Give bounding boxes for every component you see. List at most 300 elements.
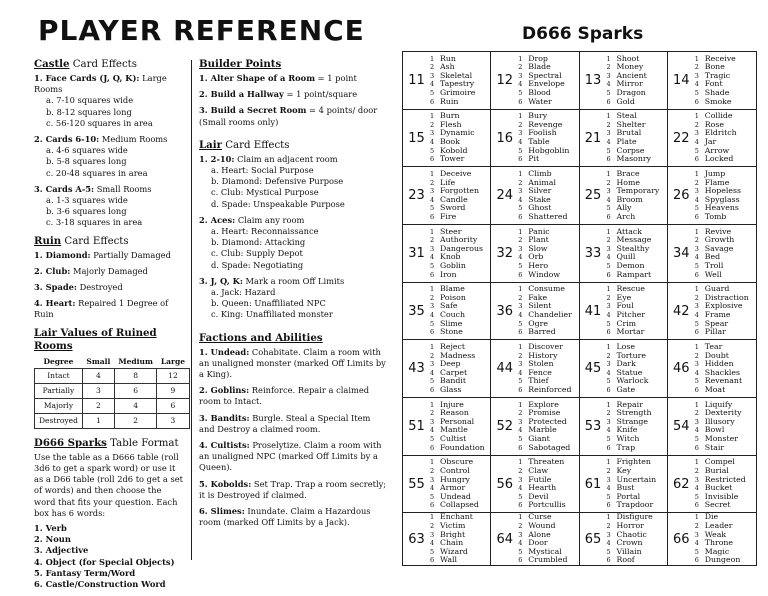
spark-cell-number: 46 — [672, 361, 690, 377]
lair-subitem: b. Queen: Unaffiliated NPC — [211, 298, 326, 309]
spark-word: 3 Futile — [518, 474, 552, 484]
spark-word-list — [518, 513, 567, 565]
spark-cell-number: 34 — [672, 245, 690, 261]
spark-cell — [491, 110, 579, 168]
spark-word: 2 Flame — [694, 177, 730, 187]
spark-word: 3 Silent — [518, 301, 552, 311]
spark-word-list — [430, 228, 483, 280]
spark-word: 1 Curse — [518, 512, 552, 522]
spark-word: 1 Explore — [518, 399, 559, 409]
spark-word-list — [518, 343, 571, 395]
spark-word: 2 Fake — [518, 292, 548, 302]
spark-word: 4 Couch — [430, 310, 466, 320]
spark-word: 5 Bandit — [430, 376, 467, 386]
builder-item: 1. Alter Shape of a Room = 1 point — [199, 73, 357, 83]
spark-word: 2 Bone — [694, 62, 725, 72]
castle-item: 2. Cards 6-10: Medium Rooms a. 4-6 squares wide b. 5-8 squares long c. 20-48 squares in area — [34, 134, 184, 179]
spark-word: 4 Carpet — [430, 367, 468, 377]
spark-cell — [403, 110, 491, 168]
spark-word: 6 Tomb — [694, 211, 727, 221]
spark-word: 5 Wizard — [430, 546, 468, 556]
spark-word: 1 Rescue — [606, 284, 645, 294]
spark-word: 3 Hungry — [430, 474, 470, 484]
lair-effects-list — [199, 154, 387, 321]
spark-word: 1 Blame — [430, 284, 465, 294]
spark-word: 1 Die — [694, 512, 719, 522]
faction-item: 6. Slimes: Inundate. Claim a Hazardous room (marked Off Limits by a Jack). — [199, 506, 371, 528]
spark-word: 1 Climb — [518, 168, 552, 178]
spark-word: 6 Wall — [430, 555, 457, 565]
spark-cell — [491, 225, 579, 283]
spark-word-list — [607, 170, 660, 222]
spark-word: 1 Panic — [518, 226, 550, 236]
spark-word: 3 Foul — [606, 301, 634, 311]
spark-word-list — [518, 112, 569, 164]
spark-word: 2 Plant — [518, 235, 549, 245]
spark-cell-number: 42 — [672, 303, 690, 319]
spark-cell — [491, 340, 579, 398]
spark-cell — [491, 456, 579, 514]
spark-word: 5 Witch — [606, 434, 640, 443]
sparks-format-list — [34, 523, 184, 590]
spark-word: 4 Envelope — [518, 79, 565, 89]
spark-word-list — [430, 285, 466, 337]
ruin-heading: Ruin Card Effects — [34, 234, 129, 247]
spark-word: 2 Claw — [518, 465, 549, 475]
spark-word: 4 Orb — [518, 252, 544, 262]
spark-word: 5 Monster — [694, 434, 738, 443]
spark-word: 4 Knob — [430, 252, 461, 262]
spark-word: 4 Book — [430, 137, 460, 147]
castle-subitem: c. 56-120 squares in area — [46, 117, 153, 128]
spark-word: 5 Troll — [694, 260, 724, 270]
spark-word: 2 Key — [606, 465, 632, 475]
ruin-item: 1. Diamond: Partially Damaged — [34, 249, 171, 260]
spark-word: 6 Trapdoor — [606, 500, 654, 510]
spark-cell — [580, 52, 668, 110]
spark-cell — [491, 513, 579, 565]
spark-word-list — [430, 513, 473, 565]
sparks-table — [402, 51, 757, 566]
builder-heading: Builder Points — [199, 58, 282, 70]
spark-cell-number: 55 — [408, 476, 425, 492]
spark-cell — [403, 283, 491, 341]
spark-cell-number: 64 — [496, 531, 514, 547]
spark-cell — [491, 167, 579, 225]
spark-word: 2 Growth — [694, 235, 735, 245]
castle-subitem: a. 1-3 squares wide — [46, 195, 128, 206]
spark-word: 4 Bed — [694, 252, 721, 262]
spark-cell-number: 65 — [584, 531, 602, 547]
spark-word: 4 Crown — [606, 538, 643, 548]
spark-word: 6 Iron — [430, 269, 457, 279]
spark-word: 3 Stolen — [518, 359, 554, 369]
spark-word: 1 Brace — [606, 168, 640, 178]
spark-word: 1 Enchant — [430, 512, 473, 522]
spark-word: 5 Goblin — [430, 260, 466, 270]
spark-word: 2 Doubt — [694, 350, 729, 360]
spark-word: 4 Pitcher — [606, 310, 646, 320]
spark-word: 3 Temporary — [606, 186, 660, 196]
spark-word: 2 Burial — [694, 465, 729, 475]
spark-word: 6 Fire — [430, 211, 457, 221]
spark-cell — [580, 283, 668, 341]
lair-values-heading: Lair Values of Ruined Rooms — [34, 326, 157, 352]
lair-subitem: b. Diamond: Defensive Purpose — [211, 176, 344, 187]
spark-word: 2 Horror — [606, 521, 644, 531]
spark-word: 2 Revenge — [518, 119, 563, 129]
spark-word: 3 Hopeless — [694, 186, 741, 196]
spark-cell — [668, 283, 756, 341]
spark-word: 2 Leader — [694, 521, 733, 531]
spark-cell — [580, 456, 668, 514]
spark-word-list — [518, 170, 567, 222]
spark-word: 4 Bust — [606, 483, 635, 493]
spark-cell — [403, 225, 491, 283]
spark-word: 3 Dangerous — [430, 243, 483, 253]
spark-cell-number: 22 — [672, 130, 690, 146]
spark-word-list — [695, 55, 736, 107]
spark-word-list — [607, 285, 646, 337]
spark-word: 1 Steer — [430, 226, 462, 236]
spark-word: 2 Torture — [606, 350, 647, 360]
spark-word: 1 Frighten — [606, 457, 651, 467]
lair-subitem: a. Heart: Social Purpose — [211, 165, 314, 176]
spark-word-list — [695, 112, 737, 164]
spark-word: 2 Blade — [518, 62, 551, 72]
spark-cell — [668, 167, 756, 225]
spark-word: 6 Masonry — [606, 154, 651, 164]
spark-word: 4 Broom — [606, 194, 643, 204]
spark-word: 6 Crumbled — [518, 555, 568, 565]
spark-word: 4 Throne — [694, 538, 734, 548]
spark-word: 4 Statue — [606, 367, 643, 377]
spark-cell — [668, 513, 756, 565]
spark-word: 1 Reject — [430, 341, 466, 351]
spark-word-list — [430, 55, 475, 107]
castle-subitem: b. 8-12 squares long — [46, 106, 132, 117]
spark-cell-number: 61 — [584, 476, 602, 492]
spark-word: 2 Rose — [694, 119, 724, 129]
spark-cell-number: 51 — [408, 418, 425, 434]
spark-cell — [580, 110, 668, 168]
spark-word: 3 Ancient — [606, 70, 647, 80]
spark-word: 3 Protected — [518, 416, 567, 426]
spark-cell-number: 66 — [672, 531, 690, 547]
format-item: 4. Object (for Special Objects) — [34, 556, 175, 567]
spark-cell-number: 54 — [672, 418, 690, 434]
spark-word: 4 Shackles — [694, 367, 740, 377]
castle-heading: Castle Card Effects — [34, 58, 137, 70]
spark-word-list — [695, 170, 741, 222]
spark-word-list — [607, 55, 647, 107]
sparks-format-text: Use the table as a D666 table (roll 3d6 to get a spark word) or use it as a D66 table (roll 2d6 to get a set of words) and then choose the word that fits your question. Each box has 6 words: — [34, 451, 183, 518]
spark-cell — [668, 52, 756, 110]
faction-item: 5. Kobolds: Set Trap. Trap a room secretly; it is Destroyed if claimed. — [199, 478, 387, 500]
spark-cell-number: 26 — [672, 188, 690, 204]
spark-word: 4 Knife — [606, 425, 638, 435]
spark-word: 3 Stealthy — [606, 243, 650, 253]
spark-word: 3 Illusory — [694, 416, 735, 426]
spark-word: 6 Collapsed — [430, 500, 479, 510]
spark-word: 3 Dark — [606, 359, 636, 369]
middle-column — [199, 58, 387, 535]
spark-word-list — [607, 228, 652, 280]
spark-word: 5 Revenant — [694, 376, 743, 386]
spark-word: 1 Disfigure — [606, 512, 653, 522]
lair-subitem: a. Jack: Hazard — [211, 287, 276, 298]
column-header: Medium — [118, 356, 153, 366]
spark-cell-number: 13 — [584, 72, 602, 88]
spark-cell-number: 32 — [496, 245, 514, 261]
spark-word: 5 Kobold — [430, 145, 468, 155]
spark-word: 2 Flesh — [430, 119, 462, 129]
spark-word: 4 Fence — [518, 367, 552, 377]
spark-word: 5 Giant — [518, 434, 550, 443]
table-header-row — [35, 355, 190, 369]
spark-cell-number: 24 — [496, 188, 514, 204]
spark-cell-number: 44 — [496, 361, 514, 377]
spark-word-list — [695, 401, 742, 453]
spark-word: 4 Hearth — [518, 483, 557, 493]
spark-word: 5 Crim — [606, 318, 637, 328]
spark-word: 2 Wound — [518, 521, 556, 531]
spark-word: 2 Life — [430, 177, 456, 187]
spark-word-list — [695, 285, 749, 337]
spark-word: 1 Compel — [694, 457, 735, 467]
spark-word: 1 Collide — [694, 111, 733, 121]
spark-word: 3 Hidden — [694, 359, 734, 369]
spark-word: 2 Money — [606, 62, 644, 72]
spark-word: 5 Mystical — [518, 546, 562, 556]
spark-word: 6 Tower — [430, 154, 465, 164]
ruin-item: 2. Club: Majorly Damaged — [34, 265, 148, 276]
sparks-title: D666 Sparks — [522, 24, 644, 44]
spark-word: 6 Secret — [694, 500, 731, 510]
spark-cell-number: 15 — [408, 130, 425, 146]
column-divider — [191, 60, 192, 560]
spark-word: 5 Shade — [694, 87, 730, 97]
castle-effects-list — [34, 73, 184, 229]
faction-item: 2. Goblins: Reinforce. Repair a claimed room to Intact. — [199, 385, 370, 407]
spark-word: 1 Jump — [694, 168, 726, 178]
spark-word-list — [518, 401, 570, 453]
spark-cell — [580, 398, 668, 456]
table-row: Destroyed 1 2 3 — [35, 413, 190, 428]
spark-cell-number: 41 — [584, 303, 602, 319]
spark-word: 1 Steal — [606, 111, 637, 121]
spark-word: 1 Threaten — [518, 457, 565, 467]
spark-cell — [403, 340, 491, 398]
spark-word-list — [430, 112, 475, 164]
spark-word: 6 Barred — [518, 327, 556, 337]
spark-word: 4 Plate — [606, 137, 637, 147]
spark-word: 3 Forgotten — [430, 186, 479, 196]
spark-cell — [668, 225, 756, 283]
spark-word: 3 Explosive — [694, 301, 743, 311]
spark-word: 2 Home — [606, 177, 641, 187]
spark-cell-number: 45 — [584, 361, 602, 377]
spark-word-list — [695, 513, 741, 565]
spark-word: 2 Shelter — [606, 119, 646, 129]
spark-word: 6 Portcullis — [518, 500, 566, 510]
spark-cell-number: 35 — [408, 303, 425, 319]
spark-word: 5 Warlock — [606, 376, 649, 386]
spark-word: 5 Hero — [518, 260, 549, 270]
spark-word: 1 Liquify — [694, 399, 733, 409]
spark-word: 5 Undead — [430, 491, 471, 501]
spark-word: 4 Mantle — [430, 425, 468, 435]
spark-word: 3 Tragic — [694, 70, 731, 80]
spark-cell — [668, 398, 756, 456]
ruin-effects-list — [34, 250, 184, 321]
spark-word-list — [695, 228, 734, 280]
ruin-item: 3. Spade: Destroyed — [34, 282, 123, 293]
spark-word-list — [607, 401, 652, 453]
column-header: Degree — [43, 356, 74, 366]
spark-word: 3 Chaotic — [606, 529, 647, 539]
spark-word: 2 Madness — [430, 350, 476, 360]
spark-word: 5 Slime — [430, 318, 463, 328]
spark-cell-number: 52 — [496, 418, 514, 434]
spark-word: 4 Font — [694, 79, 723, 89]
spark-word-list — [430, 343, 475, 395]
spark-word: 5 Portal — [606, 491, 641, 501]
factions-list — [199, 347, 387, 529]
spark-cell-number: 33 — [584, 245, 602, 261]
spark-word: 1 Repair — [606, 399, 643, 409]
spark-word: 1 Tear — [694, 341, 723, 351]
spark-cell — [491, 398, 579, 456]
spark-cell-number: 21 — [584, 130, 602, 146]
castle-subitem: a. 7-10 squares wide — [46, 95, 134, 106]
spark-word-list — [518, 55, 565, 107]
spark-word: 5 Demon — [606, 260, 645, 270]
spark-word: 5 Hobgoblin — [518, 145, 570, 155]
spark-word: 6 Foundation — [430, 442, 485, 452]
spark-word: 1 Revive — [694, 226, 732, 236]
spark-word-list — [607, 513, 653, 565]
spark-word: 3 Foolish — [518, 128, 557, 138]
spark-word: 6 Gate — [606, 384, 636, 394]
left-column — [34, 58, 184, 596]
lair-subitem: d. Spade: Unspeakable Purpose — [211, 198, 345, 209]
column-header: Large — [160, 356, 185, 366]
castle-item: 3. Cards A-5: Small Rooms a. 1-3 squares wide b. 3-6 squares long c. 3-18 squares in area — [34, 184, 184, 229]
spark-word: 5 Heavens — [694, 203, 739, 213]
lair-subitem: c. Club: Supply Depot — [211, 248, 303, 259]
faction-item: 4. Cultists: Proselytize. Claim a room with an unaligned NPC (marked Off Limits by a Queen). — [199, 440, 382, 473]
spark-word: 2 Message — [606, 235, 652, 245]
spark-word: 6 Window — [518, 269, 561, 279]
spark-word: 4 Bowl — [694, 425, 725, 435]
spark-word: 3 Spectral — [518, 70, 562, 80]
spark-word: 2 Reason — [430, 408, 469, 418]
spark-word: 6 Moat — [694, 384, 726, 394]
spark-word: 4 Table — [518, 137, 550, 147]
spark-word: 6 Pillar — [694, 327, 726, 337]
spark-word: 1 Obscure — [430, 457, 474, 467]
table-row: Majorly 2 4 6 — [35, 398, 190, 413]
spark-word: 2 Eye — [606, 292, 632, 302]
spark-word: 4 Marble — [518, 425, 557, 435]
builder-points-list — [199, 73, 387, 128]
castle-subitem: c. 3-18 squares in area — [46, 217, 143, 228]
spark-word-list — [518, 228, 560, 280]
ruin-item: 4. Heart: Repaired 1 Degree of Ruin — [34, 298, 169, 320]
spark-word: 6 Pit — [518, 154, 540, 164]
spark-word: 3 Weak — [694, 529, 727, 539]
spark-word: 5 Arrow — [694, 145, 730, 155]
spark-cell — [491, 283, 579, 341]
spark-word: 3 Alone — [518, 529, 551, 539]
spark-word: 2 History — [518, 350, 558, 360]
castle-subitem: a. 4-6 squares wide — [46, 145, 128, 156]
builder-item: 3. Build a Secret Room = 4 points/ door (Small rooms only) — [199, 105, 378, 127]
spark-word: 4 Chandelier — [518, 310, 572, 320]
spark-word: 2 Strength — [606, 408, 652, 418]
spark-word: 6 Sabotaged — [518, 442, 571, 452]
spark-word-list — [430, 170, 479, 222]
spark-word: 1 Burn — [430, 111, 460, 121]
spark-word: 2 Control — [430, 465, 470, 475]
spark-word-list — [695, 343, 742, 395]
spark-word: 1 Lose — [606, 341, 635, 351]
page-title: PLAYER REFERENCE — [38, 14, 365, 47]
lair-item: 3. J, Q, K: Mark a room Off Limits a. Jack: Hazard b. Queen: Unaffiliated NPC c. King: Unaffiliated monster — [199, 276, 387, 321]
spark-word: 6 Reinforced — [518, 384, 572, 394]
spark-cell-number: 36 — [496, 303, 514, 319]
spark-cell-number: 16 — [496, 130, 514, 146]
spark-word: 1 Receive — [694, 53, 736, 63]
spark-cell — [580, 167, 668, 225]
spark-word: 2 Poison — [430, 292, 466, 302]
spark-word: 6 Gold — [606, 96, 635, 106]
sparks-format-heading: D666 Sparks Table Format — [34, 436, 179, 449]
lair-subitem: c. Club: Mystical Purpose — [211, 187, 319, 198]
spark-word: 6 Roof — [606, 555, 635, 565]
spark-cell-number: 12 — [496, 72, 514, 88]
spark-word: 5 Dragon — [606, 87, 646, 97]
lair-subitem: a. Heart: Reconnaissance — [211, 226, 319, 237]
castle-subitem: c. 20-48 squares in area — [46, 167, 148, 178]
spark-word: 3 Eldritch — [694, 128, 737, 138]
spark-word: 5 Spear — [694, 318, 729, 328]
lair-values-table — [34, 355, 190, 429]
lair-subitem: b. Diamond: Attacking — [211, 237, 306, 248]
spark-word: 6 Water — [518, 96, 552, 106]
spark-word: 3 Strange — [606, 416, 648, 426]
spark-word: 1 Shoot — [606, 53, 640, 63]
spark-word: 5 Magic — [694, 546, 730, 556]
spark-word: 6 Well — [694, 269, 722, 279]
spark-word: 5 Ghost — [518, 203, 552, 213]
spark-word: 6 Arch — [606, 211, 636, 221]
spark-word: 6 Ruin — [430, 96, 459, 106]
spark-word: 3 Deep — [430, 359, 461, 369]
spark-word: 3 Dynamic — [430, 128, 475, 138]
format-item: 5. Fantasy Term/Word — [34, 567, 136, 578]
spark-word: 4 Stake — [518, 194, 551, 204]
spark-cell — [403, 52, 491, 110]
spark-word: 6 Rampart — [606, 269, 652, 279]
spark-word: 3 Safe — [430, 301, 458, 311]
spark-word: 5 Ally — [606, 203, 632, 213]
spark-word: 5 Thief — [518, 376, 549, 386]
spark-word: 6 Glass — [430, 384, 462, 394]
spark-word-list — [518, 458, 565, 510]
spark-word: 3 Personal — [430, 416, 475, 426]
